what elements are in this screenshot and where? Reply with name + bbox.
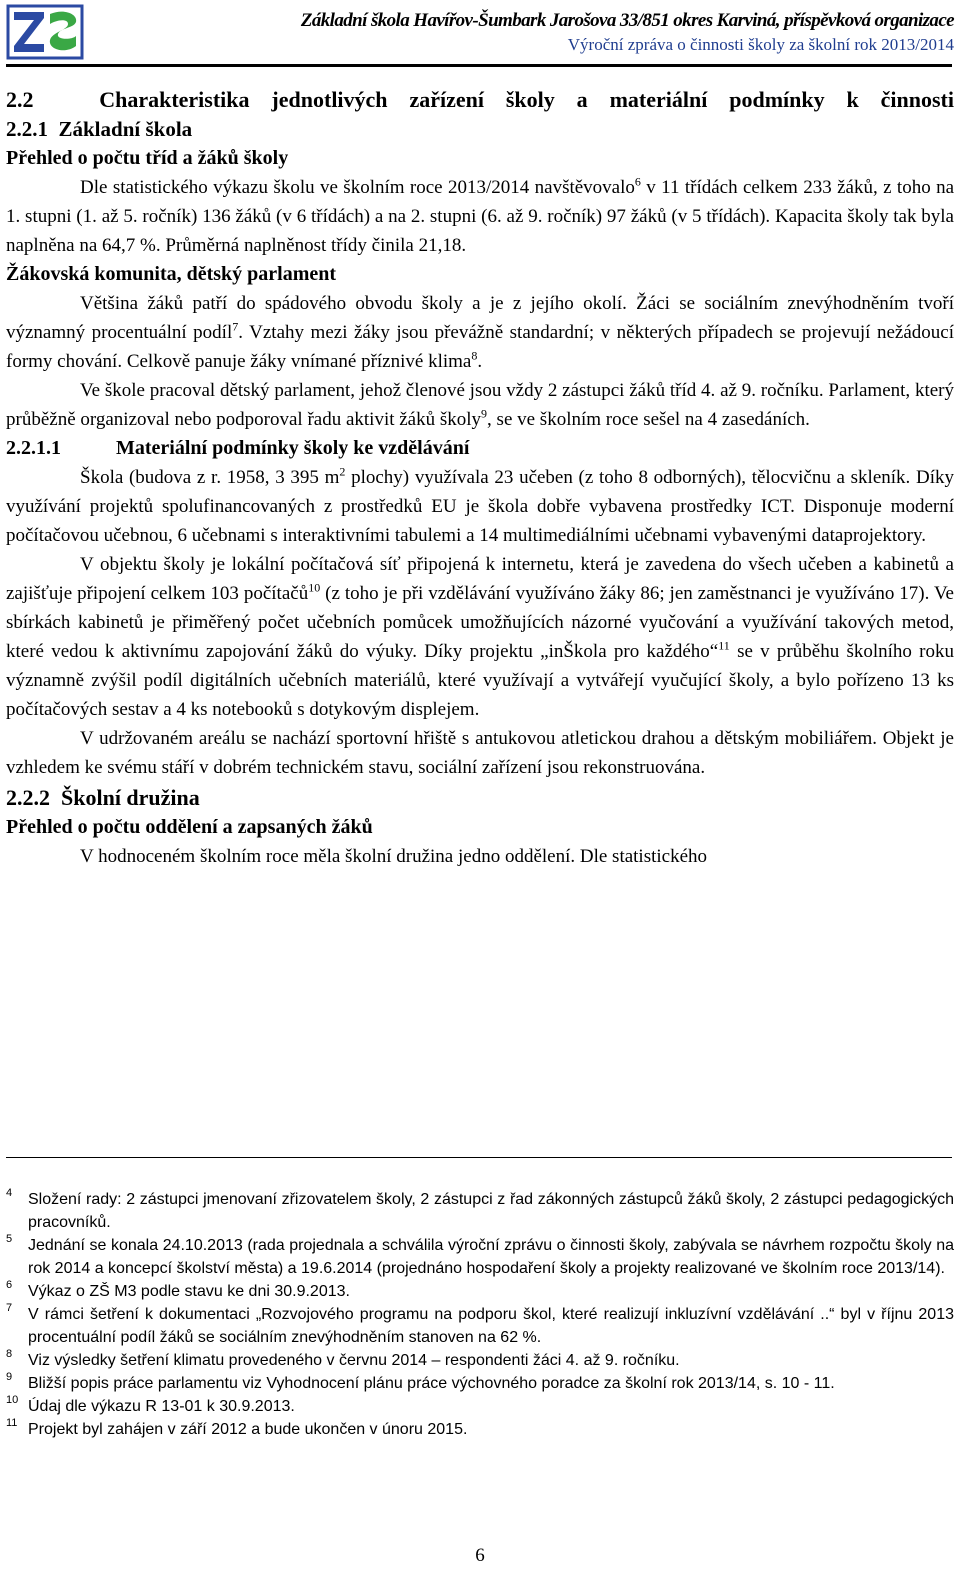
superscript-square: 2 — [339, 464, 346, 479]
page-header — [6, 2, 954, 62]
section-heading-2-2: 2.2 Charakteristika jednotlivých zařízení školy a materiální podmínky k činnosti — [6, 87, 954, 112]
paragraph-material-3: V udržovaném areálu se nachází sportovní hřiště s antukovou atletickou drahou a dětským mobiliářem. Objekt je vzhledem ke svému stáří v dobrém technickém stavu, sociální zařízení jsou rekonstruována. — [6, 728, 954, 778]
subheading-classes: Přehled o počtu tříd a žáků školy — [6, 147, 289, 169]
document-body — [6, 84, 954, 871]
header-report-title: Výroční zpráva o činnosti školy za školní rok 2013/2014 — [567, 35, 954, 54]
footnote-5: 5 Jednání se konala 24.10.2013 (rada projednala a schválila výroční zprávu o činnosti školy, zabývala se návrhem rozpočtu školy na rok 2014 a koncepcí školství města) a 19.6.2014 (projednáno hospodaření školy a projekty realizované ve školním roce 2013/14). — [6, 1233, 954, 1277]
footnote-ref-7: 7 — [232, 319, 239, 334]
footnote-ref-10: 10 — [308, 580, 321, 595]
paragraph-classes: Dle statistického výkazu školu ve školním roce 2013/2014 navštěvovalo$^6$ v 11 třídách celkem 233 žáků, z toho na 1. stupni (1. až 5. ročník) 136 žáků (v 6 třídách) a na 2. stupni (6. až 9. ročník) 97 žáků (v 5 třídách). Kapacita školy tak byla naplněna na 64,7 %. Průměrná naplněnost třídy činila 21,18. — [6, 174, 955, 256]
footnote-4: 4 Složení rady: 2 zástupci jmenovaní zřizovatelem školy, 2 zástupci z řad zákonných zástupců žáků školy, 2 zástupci pedagogických pracovníků. — [6, 1187, 954, 1231]
paragraph-community-2: Ve škole pracoval dětský parlament, jehož členové jsou vždy 2 zástupci žáků tříd 4. až 9. ročníku. Parlament, který průběžně organizoval nebo podporoval řadu aktivit žáků školy$^9$, se ve školním roce sešel na 4 zasedáních. — [6, 380, 954, 430]
footnote-9: 9 Bližší popis práce parlamentu viz Vyhodnocení plánu práce výchovného poradce za školní rok 2013/14, s. 10 - 11. — [6, 1371, 835, 1392]
footnote-divider — [6, 1157, 952, 1158]
footnotes — [6, 1188, 954, 1441]
page-number: 6 — [475, 1545, 485, 1566]
footnote-7: 7 V rámci šetření k dokumentaci „Rozvojového programu na podporu škol, které realizují inkluzívní vzdělávání ..“ byl v říjnu 2013 procentuální podíl žáků se sociálním znevýhodněním stanoven na 62 %. — [6, 1302, 954, 1346]
footnote-ref-11: 11 — [718, 638, 730, 653]
subheading-community: Žákovská komunita, dětský parlament — [6, 263, 337, 285]
footnote-10: 10 Údaj dle výkazu R 13-01 k 30.9.2013. — [6, 1394, 295, 1415]
footnote-11: 11 Projekt byl zahájen v září 2012 a bude ukončen v únoru 2015. — [6, 1417, 468, 1438]
paragraph-community-1: Většina žáků patří do spádového obvodu školy a je z jejího okolí. Žáci se sociálním znevýhodněním tvoří významný procentuální podíl$^7$. Vztahy mezi žáky jsou převážně standardní; v některých případech se projevují nežádoucí formy chování. Celkově panuje žáky vnímané příznivé klima$^8$. — [6, 293, 954, 372]
paragraph-material-2: V objektu školy je lokální počítačová síť připojená k internetu, která je zavedena do všech učeben a kabinetů a zajišťuje připojení celkem 103 počítačů$^{10}$ (z toho je při vzdělávání využíváno žáky 86; jen zaměstnanci je využíváno 17). Ve sbírkách kabinetů je přiměřený počet učebních pomůcek umožňujících názorné vyučování a využívání takových metod, které vedou k aktivnímu zapojování žáků do výuky. Díky projektu „inŠkola pro každého“$^{11}$ se v průběhu školního roku významně zvýšil podíl digitálních učebních materiálů, které využívají a vytvářejí vyučující školy, a bylo pořízeno 13 ks počítačových sestav a 4 ks notebooků s dotykovým displejem. — [6, 554, 955, 720]
subheading-groups: Přehled o počtu oddělení a zapsaných žáků — [6, 816, 373, 838]
footnote-6: 6 Výkaz o ZŠ M3 podle stavu ke dni 30.9.2013. — [6, 1279, 350, 1300]
paragraph-club: V hodnoceném školním roce měla školní družina jedno oddělení. Dle statistického — [80, 846, 708, 867]
footnote-ref-8: 8 — [471, 348, 478, 363]
section-heading-2-2-1: 2.2.1 Základní škola — [6, 117, 193, 141]
section-heading-2-2-1-1: 2.2.1.1 Materiální podmínky školy ke vzdělávání — [6, 437, 470, 459]
paragraph-material-1: Škola (budova z r. 1958, 3 395 $m^2$ plochy) využívala 23 učeben (z toho 8 odborných), tělocvičnu a skleník. Díky využívání projektů spolufinancovaných z prostředků EU je škola dobře vybavena prostředky ICT. Disponuje moderní počítačovou učebnou, 6 učebnami s interaktivními tabulemi a 14 multimediálními učebnami vybavenými dataprojektory. — [6, 464, 954, 546]
school-logo — [6, 4, 84, 60]
footnote-8: 8 Viz výsledky šetření klimatu provedeného v červnu 2014 – respondenti žáci 4. až 9. ročníku. — [6, 1348, 680, 1369]
section-heading-2-2-2: 2.2.2 Školní družina — [6, 785, 200, 810]
footnote-ref-6: 6 — [634, 174, 641, 189]
header-divider — [6, 64, 952, 67]
footnote-ref-9: 9 — [481, 406, 488, 421]
header-school-name: Základní škola Havířov-Šumbark Jarošova 33/851 okres Karviná, příspěvková organizace — [300, 10, 954, 31]
